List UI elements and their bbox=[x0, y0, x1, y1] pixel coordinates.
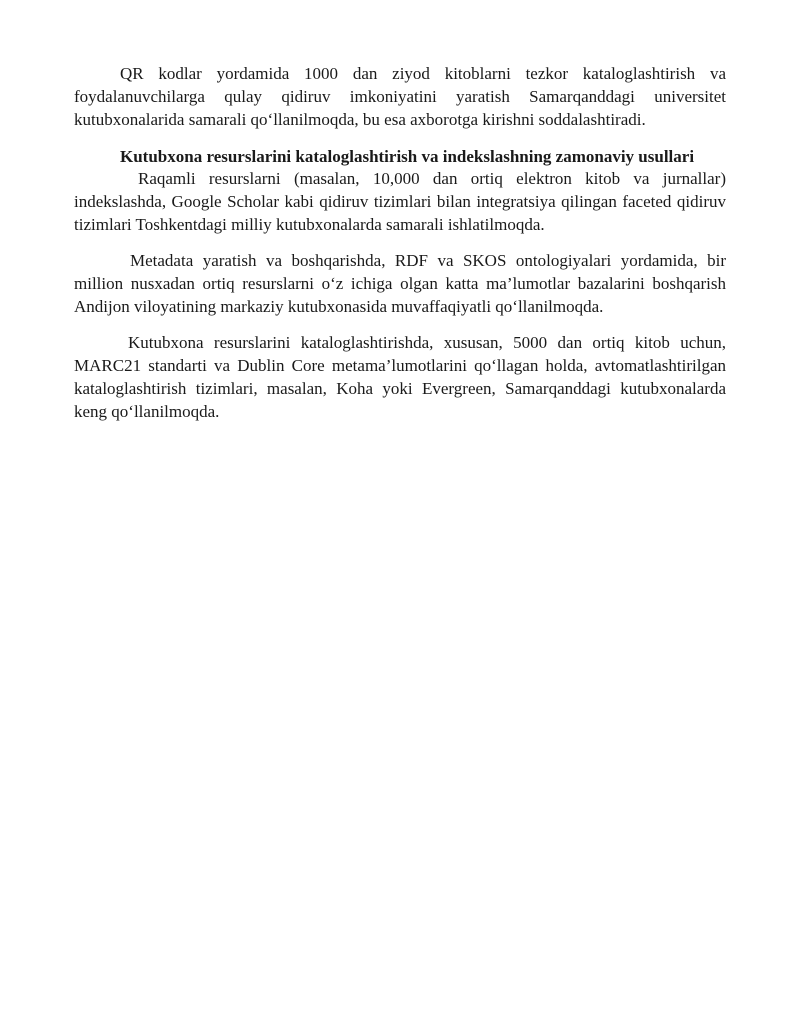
paragraph-metadata: Metadata yaratish va boshqarishda, RDF va SKOS ontologiyalari yordamida, bir million nusxadan ortiq resurslarni o‘z ichiga olgan katta ma’lumotlar bazalarini boshqarish Andijon viloyatining markaziy kutubxonasida muvaffaqiyatli qo‘llanilmoqda. bbox=[74, 251, 726, 316]
paragraph-qr-codes: QR kodlar yordamida 1000 dan ziyod kitoblarni tezkor kataloglashtirish va foydalanuvchilarga qulay qidiruv imkoniyatini yaratish Samarqanddagi universitet kutubxonalarida samarali qo‘llanilmoqda, bu esa axborotga kirishni soddalashtiradi. bbox=[74, 64, 726, 129]
document-body bbox=[74, 62, 726, 423]
section-heading: Kutubxona resurslarini kataloglashtirish va indekslashning zamonaviy usullari bbox=[120, 147, 695, 166]
paragraph-digital-resources: Raqamli resurslarni (masalan, 10,000 dan ortiq elektron kitob va jurnallar) indekslashda, Google Scholar kabi qidiruv tizimlari bilan integratsiya qilingan faceted qidiruv tizimlari Toshkentdagi milliy kutubxonalarda samarali ishlatilmoqda. bbox=[74, 169, 726, 234]
paragraph-cataloguing-systems: Kutubxona resurslarini kataloglashtirishda, xususan, 5000 dan ortiq kitob uchun, MARC21 standarti va Dublin Core metama’lumotlarini qo‘llagan holda, avtomatlashtirilgan kataloglashtirish tizimlari, masalan, Koha yoki Evergreen, Samarqanddagi kutubxonalarda keng qo‘llanilmoqda. bbox=[74, 333, 726, 421]
